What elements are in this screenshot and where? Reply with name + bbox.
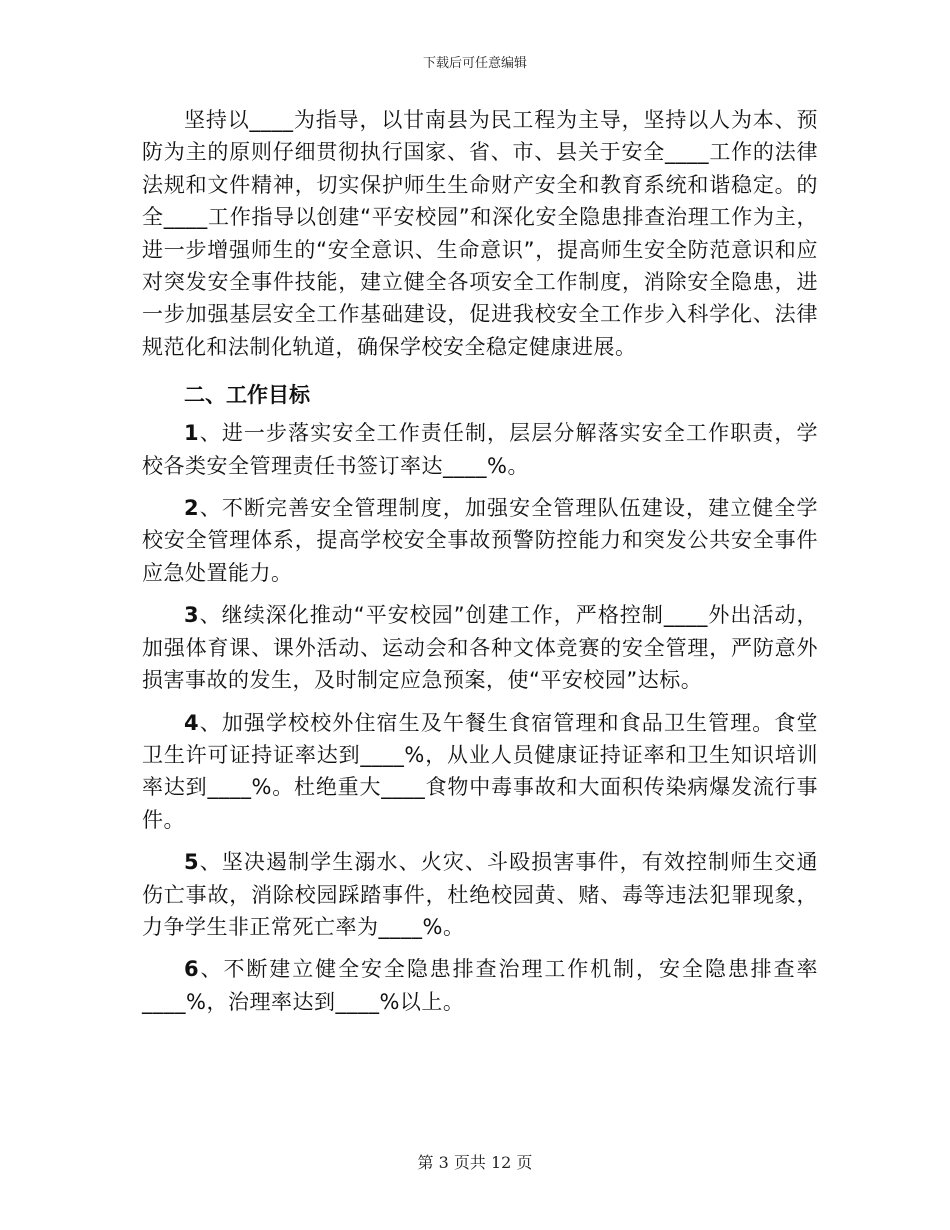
goal-item-4	[142, 707, 818, 837]
goal-item-text: 、继续深化推动“平安校园”创建工作，严格控制____外出活动，加强体育课、课外活动、运动会和各种文体竞赛的安全管理，严防意外损害事故的发生，及时制定应急预案，使“平安校园”达标。	[142, 603, 818, 693]
document-body	[142, 104, 818, 1028]
goal-item-text: 、不断建立健全安全隐患排查治理工作机制，安全隐患排查率____%，治理率达到____%以上。	[142, 957, 818, 1014]
page-header-note: 下载后可任意编辑	[422, 56, 527, 71]
goal-item-6	[142, 953, 818, 1018]
goal-item-text: 、进一步落实安全工作责任制，层层分解落实安全工作职责，学校各类安全管理责任书签订率达____%。	[142, 421, 818, 478]
goal-item-text: 、不断完善安全管理制度，加强安全管理队伍建设，建立健全学校安全管理体系，提高学校安全事故预警防控能力和突发公共安全事件应急处置能力。	[142, 496, 818, 585]
goal-item-number: 4	[184, 710, 200, 735]
goal-item-text: 、坚决遏制学生溺水、火灾、斗殴损害事件，有效控制师生交通伤亡事故，消除校园踩踏事件，杜绝校园黄、赌、毒等违法犯罪现象，力争学生非正常死亡率为____%。	[142, 850, 818, 939]
goal-item-number: 5	[184, 850, 200, 875]
goal-item-number: 2	[184, 496, 200, 521]
goal-item-number: 6	[184, 957, 200, 982]
goal-item-5	[142, 846, 818, 943]
goal-item-text: 、加强学校校外住宿生及午餐生食宿管理和食品卫生管理。食堂卫生许可证持证率达到____%，从业人员健康证持证率和卫生知识培训率达到____%。杜绝重大____食物中毒事故和大面积传染病爆发流行事件。	[142, 710, 818, 832]
goal-item-number: 3	[184, 603, 200, 628]
goal-item-1	[142, 417, 818, 482]
section-heading: 二、工作目标	[184, 383, 310, 408]
goal-item-3	[142, 599, 818, 696]
intro-paragraph: 坚持以____为指导，以甘南县为民工程为主导，坚持以人为本、预防为主的原则仔细贯彻执行国家、省、市、县关于安全____工作的法律法规和文件精神，切实保护师生生命财产安全和教育系统和谐稳定。的全____工作指导以创建“平安校园”和深化安全隐患排查治理工作为主，进一步增强师生的“安全意识、生命意识”，提高师生安全防范意识和应对突发安全事件技能，建立健全各项安全工作制度，消除安全隐患，进一步加强基层安全工作基础建设，促进我校安全工作步入科学化、法律规范化和法制化轨道，确保学校安全稳定健康进展。	[142, 108, 818, 359]
goal-item-number: 1	[184, 421, 200, 446]
goal-item-2	[142, 492, 818, 589]
page-footer-number: 第 3 页共 12 页	[417, 1153, 533, 1172]
